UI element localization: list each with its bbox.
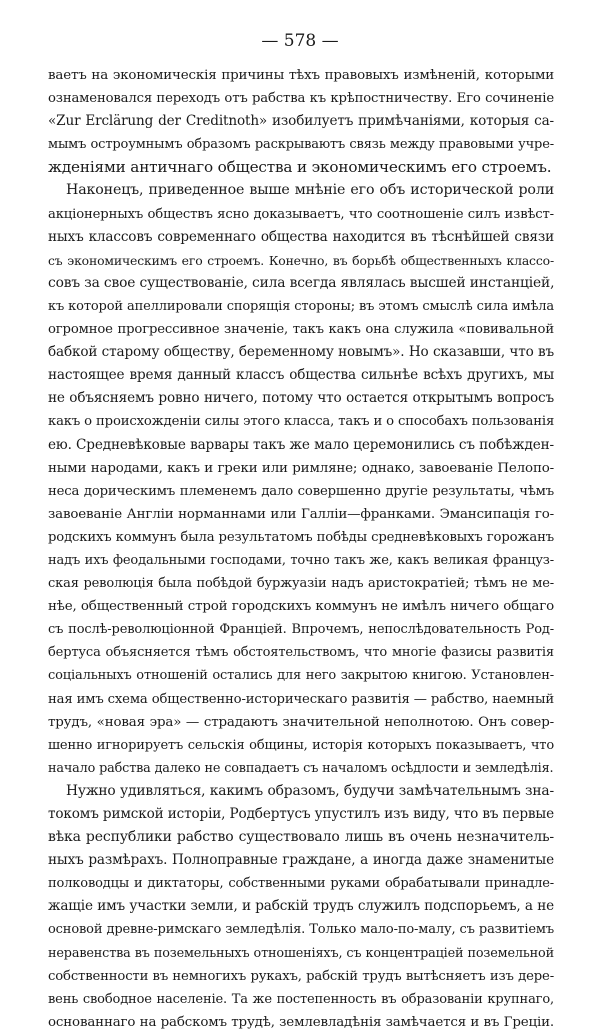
text-line: неравенства въ поземельныхъ отношеніяхъ, съ концентраціей поземельной: [48, 945, 554, 961]
text-line: настоящее время данный классъ общества сильнѣе всѣхъ другихъ, мы: [48, 367, 554, 384]
text-line: къ которой апеллировали спорящія стороны; въ этомъ смыслѣ сила имѣла: [48, 298, 554, 314]
text-line: Нужно удивляться, какимъ образомъ, будучи замѣчательнымъ зна-: [66, 782, 554, 799]
text-line: завоеваніе Англіи норманнами или Галліи—франками. Эмансипація го-: [48, 506, 554, 522]
text-line: собственности въ немногихъ рукахъ, рабскій трудъ вытѣсняетъ изъ дере-: [48, 968, 554, 984]
text-line: съ экономическимъ его строемъ. Конечно, въ борьбѣ общественныхъ классо-: [48, 252, 554, 268]
text-line: мымъ остроумнымъ образомъ раскрываютъ связь между правовыми учре-: [48, 137, 554, 153]
text-line: неса дорическимъ племенемъ дало совершенно другіе результаты, чѣмъ: [48, 483, 554, 499]
text-line: полководцы и диктаторы, собственными руками обрабатывали принадле-: [48, 876, 554, 892]
text-line: соціальныхъ отношеній остались для него закрытою книгою. Установлен-: [48, 668, 554, 684]
text-line: ная имъ схема общественно-историческаго развитія — рабство, наемный: [48, 691, 554, 707]
text-line: совъ за свое существованіе, сила всегда являлась высшей инстанціей,: [48, 274, 555, 291]
text-line: Наконецъ, приведенное выше мнѣніе его объ исторической роли: [66, 182, 554, 199]
text-line: жденіями античнаго общества и экономическимъ его строемъ.: [48, 158, 552, 177]
text-line: не объясняемъ ровно ничего, потому что остается открытымъ вопросъ: [48, 390, 554, 407]
text-line: основой древне-римскаго земледѣлія. Только мало-по-малу, съ развитіемъ: [48, 922, 554, 938]
text-line: основаннаго на рабскомъ трудѣ, землевладѣнія замѣчается и въ Греціи.: [48, 1014, 554, 1030]
text-line: акціонерныхъ обществъ ясно доказываетъ, что соотношеніе силъ извѣст-: [48, 206, 554, 222]
page-number: — 578 —: [261, 31, 339, 51]
text-line: бертуса объясняется тѣмъ обстоятельствомъ, что многіе фазисы развитія: [48, 645, 554, 661]
text-line: съ послѣ-революціонной Франціей. Впрочемъ, непослѣдовательность Род-: [48, 622, 554, 638]
text-line: ею. Средневѣковые варвары такъ же мало церемонились съ побѣжден-: [48, 436, 554, 453]
text-line: огромное прогрессивное значеніе, такъ какъ она служила «повивальной: [48, 322, 554, 338]
text-line: начало рабства далеко не совпадаетъ съ началомъ осѣдлости и земледѣлія.: [48, 760, 554, 776]
text-line: вѣка республики рабство существовало лишь въ очень незначитель-: [48, 829, 554, 846]
text-line: бабкой старому обществу, беременному новымъ». Но сказавши, что въ: [48, 344, 554, 361]
text-line: нѣе, общественный строй городскихъ коммунъ не имѣлъ ничего общаго: [48, 599, 554, 615]
text-line: ными народами, какъ и греки или римляне; однако, завоеваніе Пелопо-: [48, 460, 554, 476]
text-line: надъ ихъ феодальными господами, точно такъ же, какъ великая француз-: [48, 552, 554, 568]
text-line: токомъ римской исторіи, Родбертусъ упустилъ изъ виду, что въ первые: [48, 806, 554, 822]
text-line: трудъ, «новая эра» — страдаютъ значительной неполнотою. Онъ совер-: [48, 714, 554, 730]
text-line: ская революція была побѣдой буржуазіи надъ аристократіей; тѣмъ не ме-: [48, 576, 554, 592]
text-line: родскихъ коммунъ была результатомъ побѣды средневѣковыхъ горожанъ: [48, 529, 554, 545]
text-line: ваетъ на экономическія причины тѣхъ правовыхъ измѣненій, которыми: [48, 68, 554, 83]
text-line: «Zur Erclärung der Creditnoth» изобилуетъ примѣчаніями, которыя са-: [48, 113, 554, 130]
text-line: какъ о происхожденіи силы этого класса, такъ и о способахъ пользованія: [48, 414, 555, 430]
text-line: вень свободное населеніе. Та же постепенность въ образованіи крупнаго,: [48, 991, 554, 1007]
text-line: шенно игнорируетъ сельскія общины, исторія которыхъ показываетъ, что: [48, 737, 554, 753]
text-line: ныхъ размѣрахъ. Полноправные граждане, а иногда даже знаменитые: [48, 852, 554, 869]
text-line: ознаменовался переходъ отъ рабства къ крѣпостничеству. Его сочиненіе: [48, 91, 554, 107]
text-line: ныхъ классовъ современнаго общества находится въ тѣснѣйшей связи: [48, 228, 554, 245]
text-line: жащіе имъ участки земли, и рабскій трудъ служилъ подспорьемъ, а не: [48, 898, 554, 915]
body-text: [48, 64, 554, 1034]
